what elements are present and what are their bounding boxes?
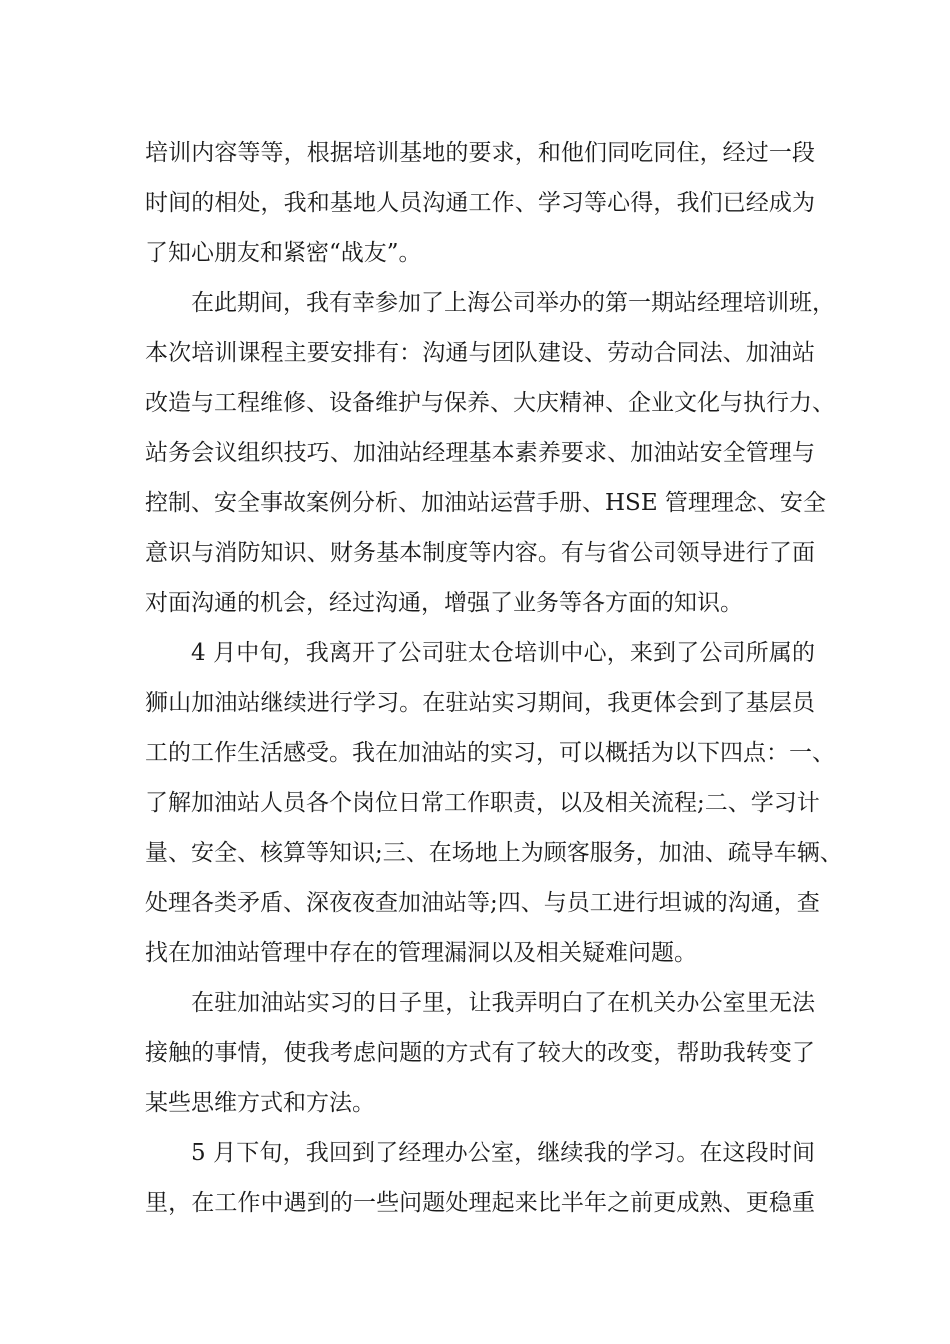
text-line: 了知心朋友和紧密“战友”。	[145, 240, 422, 266]
text-line: 在驻加油站实习的日子里，让我弄明白了在机关办公室里无法	[191, 990, 815, 1016]
text-line: 了解加油站人员各个岗位日常工作职责，以及相关流程;二、学习计	[145, 790, 820, 816]
text-line: 控制、安全事故案例分析、加油站运营手册、HSE 管理理念、安全	[145, 490, 826, 516]
text-line: 处理各类矛盾、深夜夜查加油站等;四、与员工进行坦诚的沟通，查	[145, 890, 820, 916]
text-line: 狮山加油站继续进行学习。在驻站实习期间，我更体会到了基层员	[145, 690, 815, 716]
text-line: 培训内容等等，根据培训基地的要求，和他们同吃同住，经过一段	[145, 140, 815, 166]
text-line: 意识与消防知识、财务基本制度等内容。有与省公司领导进行了面	[145, 540, 815, 566]
text-line: 对面沟通的机会，经过沟通，增强了业务等各方面的知识。	[145, 590, 743, 616]
text-line: 量、安全、核算等知识;三、在场地上为顾客服务，加油、疏导车辆、	[145, 840, 843, 866]
text-line: 找在加油站管理中存在的管理漏洞以及相关疑难问题。	[145, 940, 697, 966]
text-line: 改造与工程维修、设备维护与保养、大庆精神、企业文化与执行力、	[145, 390, 835, 416]
text-line: 4 月中旬，我离开了公司驻太仓培训中心，来到了公司所属的	[191, 640, 815, 666]
text-line: 工的工作生活感受。我在加油站的实习，可以概括为以下四点：一、	[145, 740, 835, 766]
text-line: 站务会议组织技巧、加油站经理基本素养要求、加油站安全管理与	[145, 440, 815, 466]
text-line: 接触的事情，使我考虑问题的方式有了较大的改变，帮助我转变了	[145, 1040, 815, 1066]
text-line: 5 月下旬，我回到了经理办公室，继续我的学习。在这段时间	[191, 1140, 815, 1166]
body-text	[145, 128, 843, 1228]
text-line: 里，在工作中遇到的一些问题处理起来比半年之前更成熟、更稳重	[145, 1190, 815, 1216]
text-line: 某些思维方式和方法。	[145, 1090, 375, 1116]
text-line: 时间的相处，我和基地人员沟通工作、学习等心得，我们已经成为	[145, 190, 815, 216]
text-line: 本次培训课程主要安排有：沟通与团队建设、劳动合同法、加油站	[145, 340, 815, 366]
text-line: 在此期间，我有幸参加了上海公司举办的第一期站经理培训班，	[191, 290, 835, 316]
